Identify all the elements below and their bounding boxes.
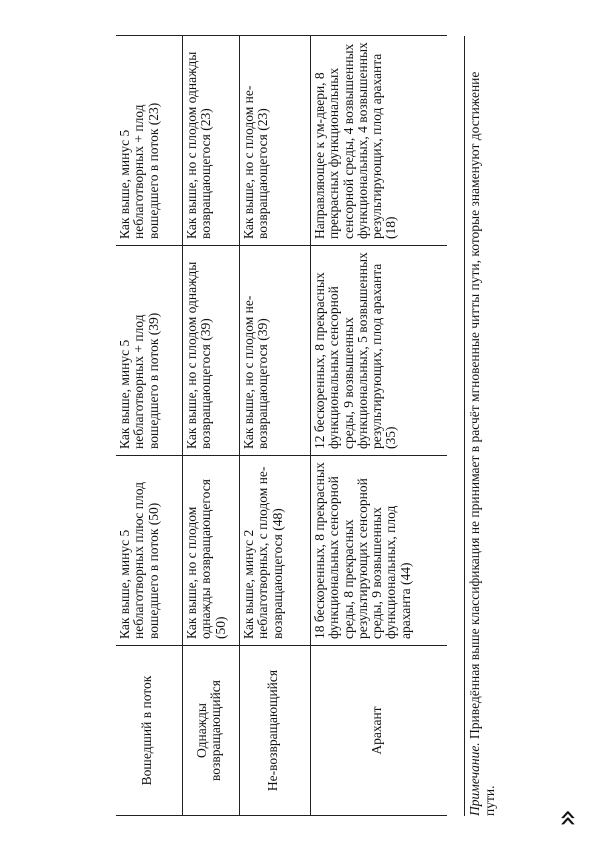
table-cell: Как выше, но с плодом не-возвращающегося (23) (240, 36, 311, 246)
footnote (468, 41, 498, 816)
footnote-text: Приведённая выше классификация не принимает в расчёт мгновенные читты пути, которые знаменуют достижение пути. (467, 71, 497, 816)
footnote-label: Примечание. (467, 742, 482, 816)
row-label: Вошедший в поток (116, 646, 183, 816)
table-row (183, 36, 240, 816)
table-row (116, 36, 183, 816)
row-label: Арахант (311, 646, 448, 816)
table-cell: 18 бескоренных, 8 прекрасных функциональных сенсорной среды, 8 прекрасных результирующих сенсорной среды, 9 возвышенных функциональных, плод араханта (44) (311, 456, 448, 646)
table-cell: Направляющее к ум-двери, 8 прекрасных функциональных сенсорной среды, 4 возвышенных функциональных, 4 возвышенных результирующих, плод араханта (18) (311, 36, 448, 246)
table-cell: Как выше, минус 5 неблаготворных плюс плод вошедшего в поток (50) (116, 456, 183, 646)
classification-table (116, 35, 447, 816)
table-cell: Как выше, минус 5 неблаготворных + плод вошедшего в поток (39) (116, 246, 183, 456)
table-cell: 12 бескоренных, 8 прекрасных функциональных сенсорной среды, 9 возвышенных функциональных, 5 возвышенных результирующих, плод араханта (35) (311, 246, 448, 456)
table-cell: Как выше, но с плодом однажды возвращающегося (23) (183, 36, 240, 246)
table-cell: Как выше, минус 2 неблаготворных, с плодом не-возвращающегося (48) (240, 456, 311, 646)
table-cell: Как выше, но с плодом однажды возвращающегося (50) (183, 456, 240, 646)
double-chevron-up-icon: « (550, 808, 586, 828)
page-up-icon[interactable] (548, 798, 588, 838)
table-row (311, 36, 448, 816)
table-cell: Как выше, но с плодом однажды возвращающегося (39) (183, 246, 240, 456)
rotated-page (80, 36, 520, 816)
table-row (240, 36, 311, 816)
row-label: Однажды возвращающийся (183, 646, 240, 816)
row-label: Не-возвращающийся (240, 646, 311, 816)
table-bottom-rule (464, 36, 465, 816)
table-cell: Как выше, минус 5 неблаготворных + плод вошедшего в поток (23) (116, 36, 183, 246)
table-cell: Как выше, но с плодом не-возвращающегося (39) (240, 246, 311, 456)
